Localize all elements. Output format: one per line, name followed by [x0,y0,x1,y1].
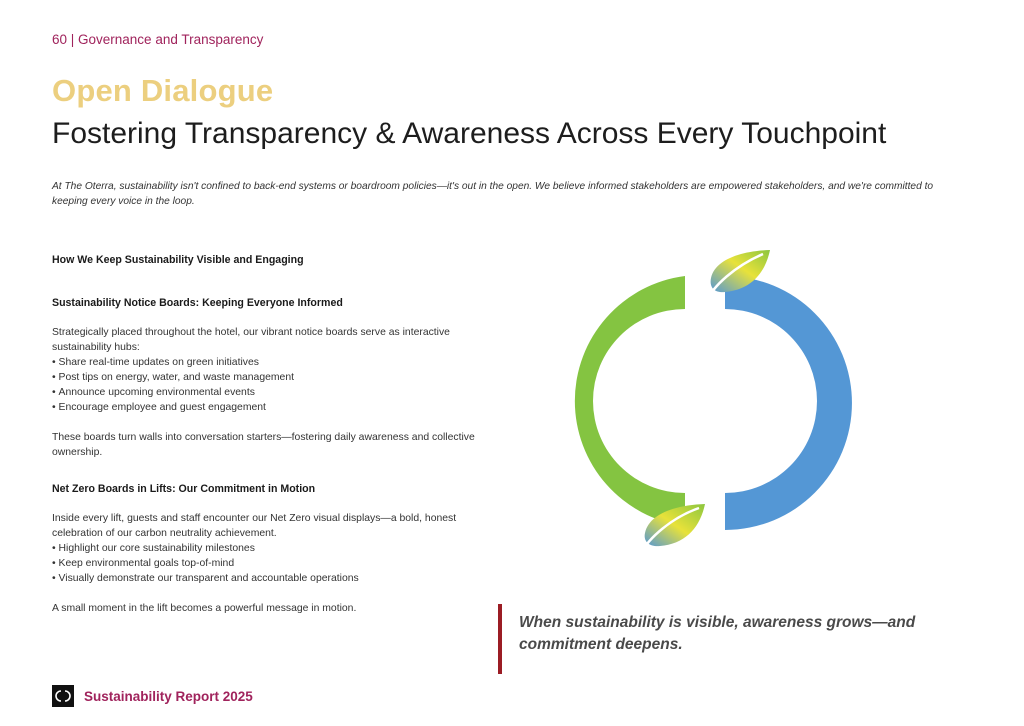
net-zero-intro: Inside every lift, guests and staff encounter our Net Zero visual displays—a bold, honest celebration of our carbon neutrality achievement. [52,513,457,539]
footer-report-title: Sustainability Report 2025 [84,689,253,704]
list-item: • Keep environmental goals top-of-mind [52,556,482,571]
list-item: • Announce upcoming environmental events [52,385,482,400]
page-title: Fostering Transparency & Awareness Across Every Touchpoint [52,117,887,150]
list-item: • Encourage employee and guest engagement [52,400,482,415]
content-column [52,253,482,638]
oterra-logo-icon [52,685,74,707]
net-zero-section [52,482,482,616]
net-zero-list [52,541,482,586]
pull-quote: When sustainability is visible, awareness grows—and commitment deepens. [519,614,916,653]
intro-paragraph: At The Oterra, sustainability isn't confined to back-end systems or boardroom policies—it's out in the open. We believe informed stakeholders are empowered stakeholders, and we're committed to keeping every voice in the loop. [52,181,934,207]
notice-boards-list [52,355,482,415]
section-title: How We Keep Sustainability Visible and Engaging [52,254,304,266]
list-item: • Share real-time updates on green initiatives [52,355,482,370]
notice-boards-section [52,296,482,460]
list-item: • Highlight our core sustainability milestones [52,541,482,556]
quote-accent-bar [498,604,502,674]
recycle-loop-leaves-icon [565,248,855,558]
list-item: • Visually demonstrate our transparent and accountable operations [52,571,482,586]
list-item: • Post tips on energy, water, and waste management [52,370,482,385]
green-arc [575,276,685,526]
notice-boards-intro: Strategically placed throughout the hotel, our vibrant notice boards serve as interactive sustainability hubs: [52,327,450,353]
blue-arc [725,276,852,530]
notice-boards-heading: Sustainability Notice Boards: Keeping Everyone Informed [52,297,343,309]
net-zero-heading: Net Zero Boards in Lifts: Our Commitment in Motion [52,483,316,495]
net-zero-closing: A small moment in the lift becomes a powerful message in motion. [52,603,357,614]
notice-boards-closing: These boards turn walls into conversation starters—fostering daily awareness and collective ownership. [52,432,475,458]
section-kicker: Open Dialogue [52,73,274,108]
page-header: 60 | Governance and Transparency [52,32,264,47]
